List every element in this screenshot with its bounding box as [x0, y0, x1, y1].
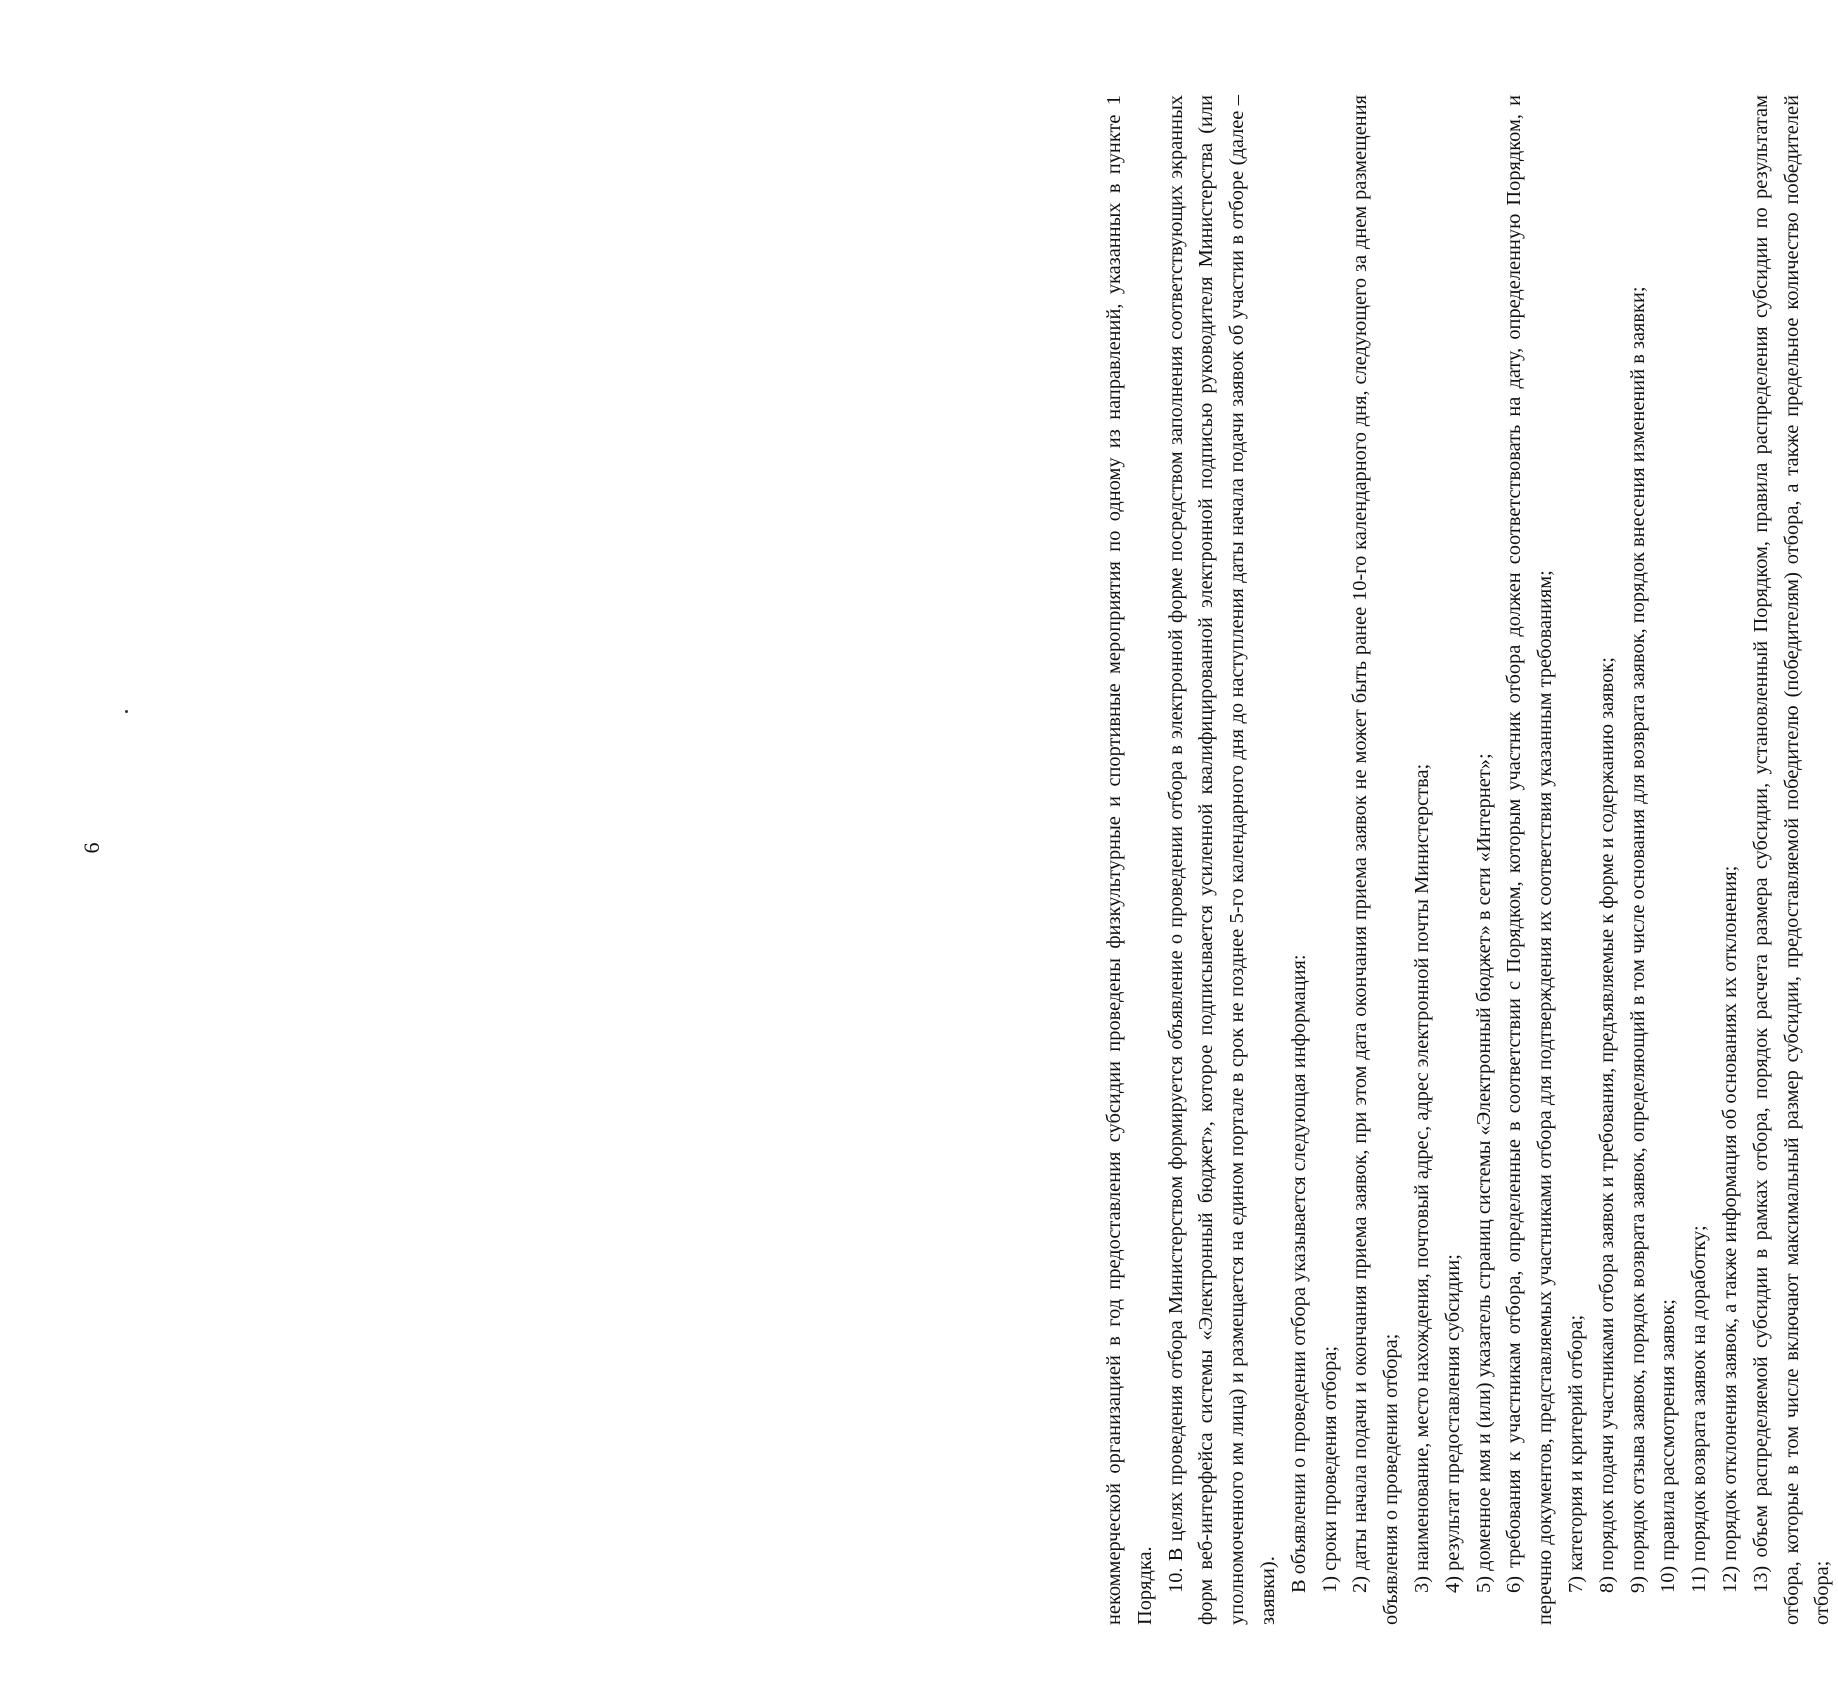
- paragraph-clause-10: 10. В целях проведения отбора Министерством формируется объявление о проведении отбора в электронной форме посредством заполнения соответствующих экранных форм веб-интерфейса системы «Электронный бюджет», которое подписывается усиленной квалифицированной электронной подписью руководителя Министерства (или уполномоченного им лица) и размещается на едином портале в срок не позднее 5-го календарного дня до наступления даты начала подачи заявок об участии в отборе (далее – заявки).: [1164, 95, 1279, 1625]
- scan-speck: [125, 710, 128, 713]
- list-item-8: 8) порядок подачи участниками отбора заявок и требования, предъявляемые к форме и содержанию заявок;: [1595, 657, 1618, 1593]
- document-body: [1099, 95, 1838, 1625]
- list-item-4: 4) результат предоставления субсидии;: [1441, 1254, 1464, 1593]
- list-item-6: 6) требования к участникам отбора, определенные в соответствии с Порядком, которым участник отбора должен соответствовать на дату, определенную Порядком, и перечню документов, представляемых участниками отбора для подтверждения их соответствия указанным требованиям;: [1503, 95, 1557, 1625]
- list-item-7: 7) категория и критерий отбора;: [1564, 1314, 1587, 1593]
- list-item-9: 9) порядок отзыва заявок, порядок возврата заявок, определяющий в том числе основания для возврата заявок, порядок внесения изменений в заявки;: [1626, 286, 1649, 1593]
- page-number: 6: [79, 842, 104, 854]
- list-item-3: 3) наименование, место нахождения, почтовый адрес, адрес электронной почты Министерства;: [1410, 763, 1433, 1593]
- list-item-11: 11) порядок возврата заявок на доработку;: [1688, 1225, 1711, 1593]
- list-item-1: 1) сроки проведения отбора;: [1318, 1345, 1341, 1593]
- paragraph-announcement-intro: В объявлении о проведении отбора указывается следующая информация:: [1287, 954, 1310, 1593]
- list-item-10: 10) правила рассмотрения заявок;: [1657, 1299, 1680, 1593]
- list-item-2: 2) даты начала подачи и окончания приема заявок, при этом дата окончания приема заявок не может быть ранее 10-го календарного дня, следующего за днем размещения объявления о проведении отбора;: [1349, 95, 1403, 1625]
- paragraph-continuation: некоммерческой организацией в год предоставления субсидии проведены физкультурные и спортивные мероприятия по одному из направлений, указанных в пункте 1 Порядка.: [1103, 95, 1156, 1625]
- list-item-5: 5) доменное имя и (или) указатель страниц системы «Электронный бюджет» в сети «Интернет»;: [1472, 753, 1495, 1593]
- list-item-12: 12) порядок отклонения заявок, а также информация об основаниях их отклонения;: [1718, 865, 1741, 1593]
- list-item-13: 13) объем распределяемой субсидии в рамках отбора, порядок расчета размера субсидии, установленный Порядком, правила распределения субсидии по результатам отбора, которые в том числе включают максимальный размер субсидии, предоставляемой победителю (победителям) отбора, а также предельное количество победителей отбора;: [1749, 95, 1834, 1625]
